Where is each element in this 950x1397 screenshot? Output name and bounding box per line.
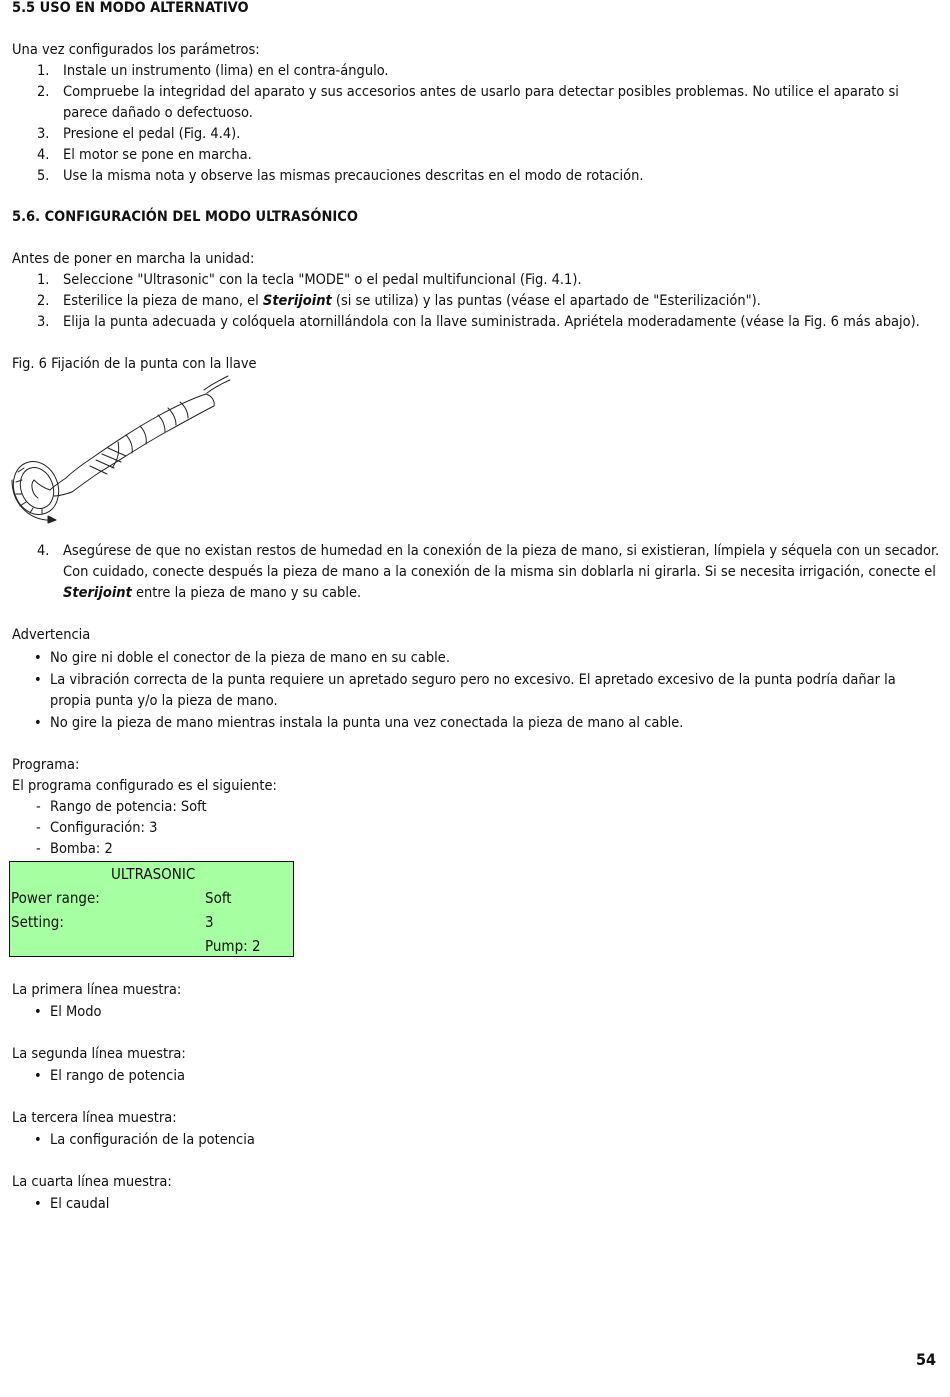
line-item: El rango de potencia [50, 1068, 185, 1084]
bullet-icon: • [34, 1004, 42, 1020]
sterijoint-term: Sterijoint [262, 293, 332, 309]
step-number: 5. [37, 168, 50, 184]
page-number: 54 [916, 1350, 937, 1369]
display-setting-value: 3 [205, 913, 214, 931]
line-item: El caudal [50, 1196, 110, 1212]
program-intro: El programa configurado es el siguiente: [12, 778, 277, 794]
warning-item: La vibración correcta de la punta requiere un apretado seguro pero no excesivo. El apretado excesivo de la punta podría dañar la [50, 672, 896, 688]
step-number: 1. [37, 63, 50, 79]
display-power-label: Power range: [11, 889, 100, 907]
step-text: Con cuidado, conecte después la pieza de mano a la conexión de la misma sin doblarla ni girarla. Si se necesita irrigación, conecte el [63, 564, 936, 580]
step-text: Asegúrese de que no existan restos de humedad en la conexión de la pieza de mano, si existieran, límpiela y séquela con un secador. [63, 543, 940, 559]
display-mode: ULTRASONIC [111, 865, 196, 883]
bullet-icon: • [34, 715, 42, 731]
section-5-6-title: 5.6. CONFIGURACIÓN DEL MODO ULTRASÓNICO [12, 209, 358, 225]
display-power-value: Soft [205, 889, 232, 907]
bullet-icon: • [34, 672, 42, 688]
step-number: 1. [37, 272, 50, 288]
bullet-icon: • [34, 1132, 42, 1148]
line-label: La primera línea muestra: [12, 982, 182, 998]
warning-title: Advertencia [12, 627, 91, 643]
line-label: La cuarta línea muestra: [12, 1174, 172, 1190]
program-item: Rango de potencia: Soft [50, 799, 207, 815]
step-text: Compruebe la integridad del aparato y sus accesorios antes de usarlo para detectar posibles problemas. No utilice el aparato si parece dañado o defectuoso. [63, 84, 899, 121]
step-number: 2. [37, 84, 50, 100]
line-label: La tercera línea muestra: [12, 1110, 177, 1126]
line-label: La segunda línea muestra: [12, 1046, 186, 1062]
program-item: Configuración: 3 [50, 820, 158, 836]
warning-item: No gire la pieza de mano mientras instala la punta una vez conectada la pieza de mano al cable. [50, 715, 684, 731]
step-text-part: entre la pieza de mano y su cable. [131, 585, 362, 601]
step-text: Presione el pedal (Fig. 4.4). [63, 126, 241, 142]
section-5-5-intro: Una vez configurados los parámetros: [12, 42, 260, 58]
dash-marker: - [36, 820, 41, 836]
bullet-icon: • [34, 1068, 42, 1084]
dash-marker: - [36, 841, 41, 857]
warning-item-continued: propia punta y/o la pieza de mano. [50, 693, 278, 709]
step-text [63, 291, 761, 312]
bullet-icon: • [34, 650, 42, 666]
step-number: 4. [37, 543, 50, 559]
lcd-display [9, 861, 294, 957]
step-number: 4. [37, 147, 50, 163]
line-item: El Modo [50, 1004, 102, 1020]
step-text: Instale un instrumento (lima) en el contra-ángulo. [63, 63, 389, 79]
sterijoint-term: Sterijoint [63, 585, 132, 601]
step-text: Use la misma nota y observe las mismas precauciones descritas en el modo de rotación. [63, 168, 644, 184]
bullet-icon: • [34, 1196, 42, 1212]
line-item: La configuración de la potencia [50, 1132, 255, 1148]
step-number: 3. [37, 314, 50, 330]
step-text: El motor se pone en marcha. [63, 147, 252, 163]
step-text [63, 583, 361, 604]
program-label: Programa: [12, 757, 80, 773]
dash-marker: - [36, 799, 41, 815]
step-number: 2. [37, 293, 50, 309]
step-text: Seleccione "Ultrasonic" con la tecla "MODE" o el pedal multifuncional (Fig. 4.1). [63, 272, 582, 288]
display-setting-label: Setting: [11, 913, 64, 931]
step-text: Elija la punta adecuada y colóquela atornillándola con la llave suministrada. Apriétela moderadamente (véase la Fig. 6 más abajo). [63, 314, 920, 330]
step-text-part: (si se utiliza) y las puntas (véase el apartado de "Esterilización"). [331, 293, 761, 309]
step-number: 3. [37, 126, 50, 142]
section-5-6-intro: Antes de poner en marcha la unidad: [12, 251, 255, 267]
section-5-5-title: 5.5 USO EN MODO ALTERNATIVO [12, 0, 249, 16]
program-item: Bomba: 2 [50, 841, 113, 857]
step-text-part: Esterilice la pieza de mano, el [63, 293, 263, 309]
figure-caption: Fig. 6 Fijación de la punta con la llave [12, 356, 257, 372]
warning-item: No gire ni doble el conector de la pieza de mano en su cable. [50, 650, 450, 666]
handpiece-wrench-figure [8, 372, 248, 524]
display-pump: Pump: 2 [205, 937, 261, 955]
